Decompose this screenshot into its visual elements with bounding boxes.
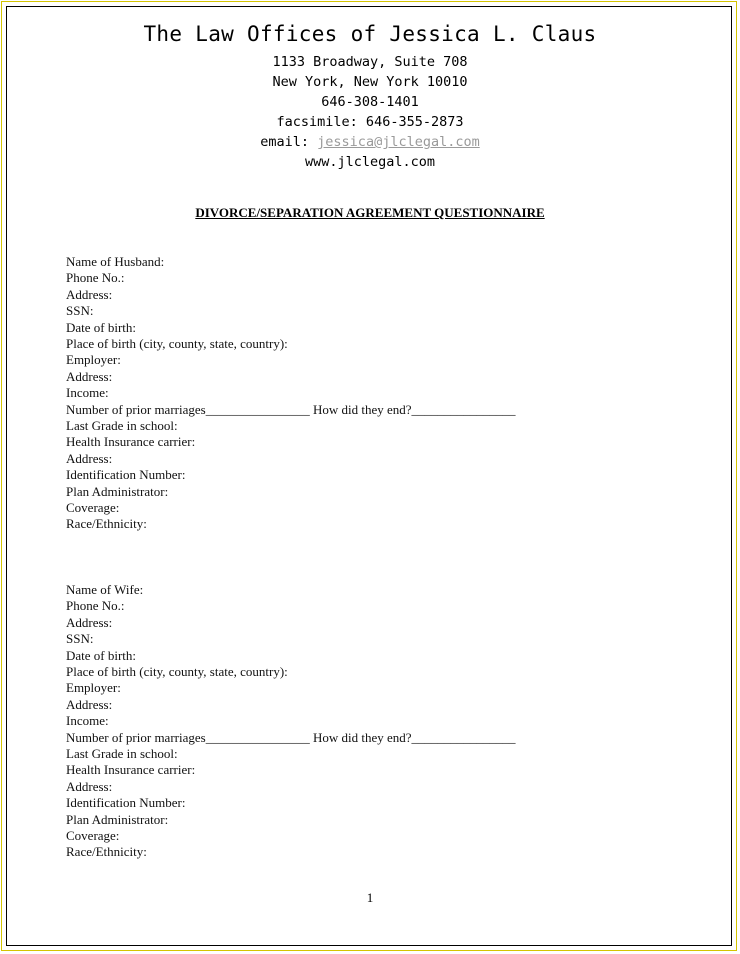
wife-field-label: Address: <box>66 778 113 794</box>
firm-address-line2: New York, New York 10010 <box>272 74 468 90</box>
wife-field-label: Employer: <box>66 680 121 696</box>
husband-field-label: Address: <box>66 286 113 302</box>
firm-phone: 646-308-1401 <box>321 94 419 110</box>
husband-field-label: Address: <box>66 368 113 384</box>
husband-field-label: Plan Administrator: <box>66 483 169 499</box>
wife-field-label: Name of Wife: <box>66 582 144 597</box>
wife-field-label: Income: <box>66 713 109 729</box>
form-title: DIVORCE/SEPARATION AGREEMENT QUESTIONNAIRE <box>195 205 545 220</box>
wife-field-label: Number of prior marriages________________ How did they end?________________ <box>66 729 516 745</box>
husband-field-label: Health Insurance carrier: <box>66 434 196 450</box>
wife-field-label: Address: <box>66 614 113 630</box>
husband-field-label: Employer: <box>66 352 121 368</box>
husband-field-label: Date of birth: <box>66 319 137 335</box>
wife-field-label: Date of birth: <box>66 647 137 663</box>
wife-field-label: Health Insurance carrier: <box>66 762 196 778</box>
husband-field-label: Phone No.: <box>66 270 125 286</box>
firm-name: The Law Offices of Jessica L. Claus <box>143 22 597 46</box>
wife-field-label: Place of birth (city, county, state, country): <box>66 664 288 679</box>
husband-field-label: Income: <box>66 385 109 401</box>
email-label: email: <box>260 134 310 150</box>
husband-field-label: Last Grade in school: <box>66 418 178 433</box>
email-link[interactable]: jessica@jlclegal.com <box>317 134 480 150</box>
wife-field-label: Identification Number: <box>66 795 186 811</box>
husband-field-label: Address: <box>66 450 113 466</box>
firm-fax: facsimile: 646-355-2873 <box>276 114 464 130</box>
husband-field-label: Identification Number: <box>66 467 186 483</box>
wife-field-label: Address: <box>66 696 113 712</box>
page-number: 1 <box>366 890 374 905</box>
firm-address-line1: 1133 Broadway, Suite 708 <box>272 54 468 70</box>
wife-field-label: Coverage: <box>66 828 120 843</box>
husband-field-label: Place of birth (city, county, state, country): <box>66 336 288 351</box>
husband-field-label: Coverage: <box>66 500 120 515</box>
firm-website: www.jlclegal.com <box>304 154 436 170</box>
firm-email-line <box>0 134 740 150</box>
wife-field-label: SSN: <box>66 631 94 647</box>
wife-field-label: Phone No.: <box>66 598 125 614</box>
wife-field-label: Plan Administrator: <box>66 811 169 827</box>
husband-field-label: SSN: <box>66 303 94 319</box>
husband-field-label: Number of prior marriages________________ How did they end?________________ <box>66 401 516 417</box>
husband-field-label: Race/Ethnicity: <box>66 516 147 532</box>
husband-field-label: Name of Husband: <box>66 254 165 269</box>
wife-field-label: Last Grade in school: <box>66 746 178 761</box>
wife-field-label: Race/Ethnicity: <box>66 844 147 860</box>
